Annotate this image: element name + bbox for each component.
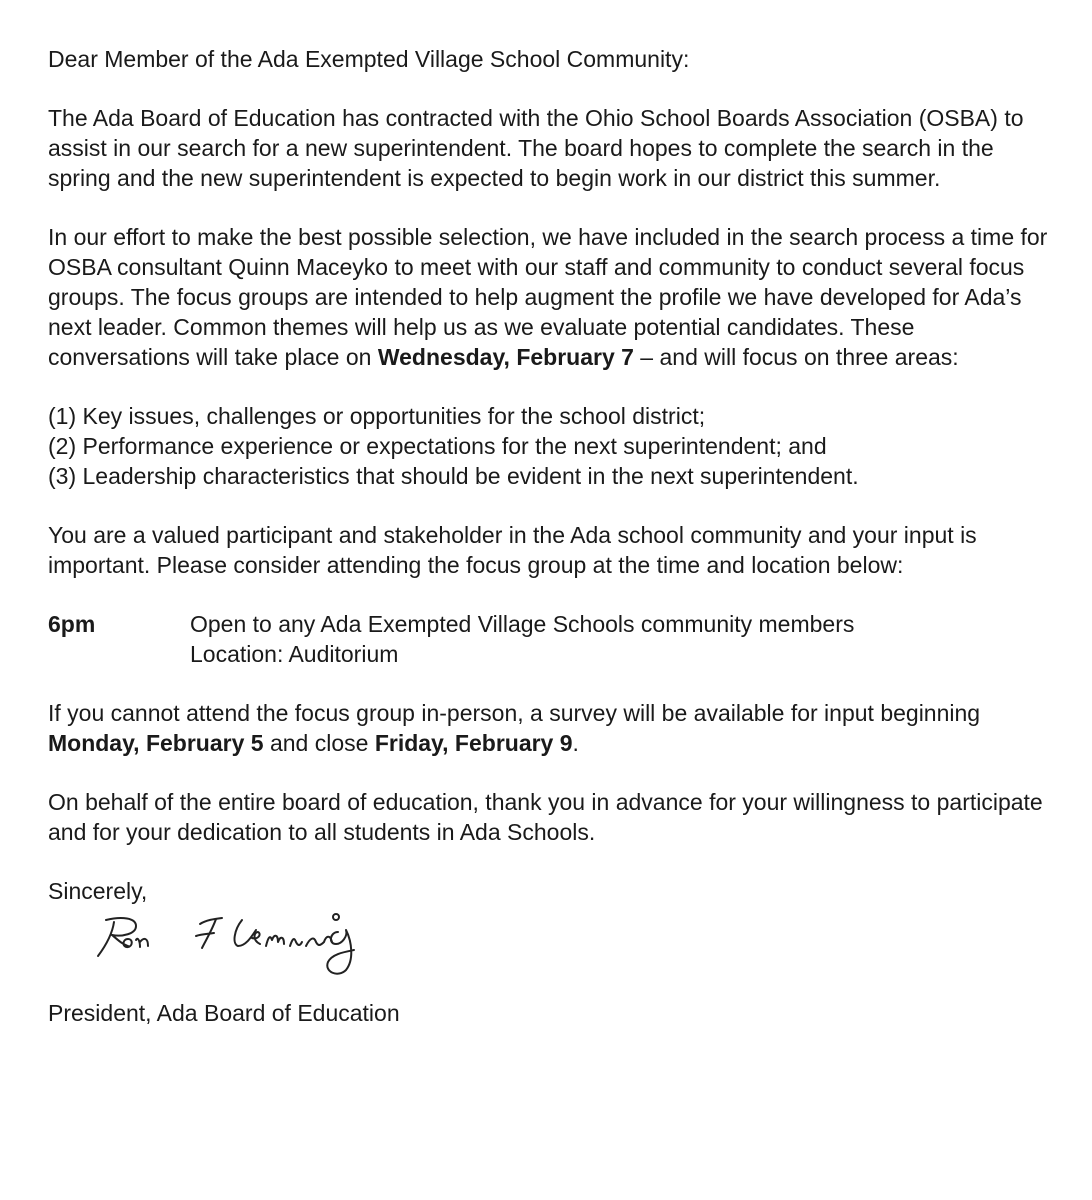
focus-area-item: (3) Leadership characteristics that should be evident in the next superintendent. — [48, 463, 859, 489]
survey-text-end: . — [572, 730, 579, 756]
signature — [92, 906, 412, 988]
schedule-location: Location: Auditorium — [190, 641, 399, 667]
focus-area-item: (1) Key issues, challenges or opportunities for the school district; — [48, 403, 706, 429]
salutation: Dear Member of the Ada Exempted Village School Community: — [48, 46, 690, 72]
schedule-details — [190, 609, 1048, 669]
schedule — [48, 609, 1048, 669]
survey-text-start: If you cannot attend the focus group in-person, a survey will be available for input beginning — [48, 700, 981, 726]
focus-area-item: (2) Performance experience or expectations for the next superintendent; and — [48, 433, 827, 459]
paragraph-survey — [48, 698, 1048, 758]
letter — [48, 44, 1048, 1028]
schedule-description: Open to any Ada Exempted Village Schools community members — [190, 611, 855, 637]
survey-close-date: Friday, February 9 — [374, 730, 573, 756]
paragraph-contract: The Ada Board of Education has contracted with the Ohio School Boards Association (OSBA) to assist in our search for a new superintendent. The board hopes to complete the search in the spring and the new superintendent is expected to begin work in our district this summer. — [48, 105, 1024, 191]
focus-groups-tail: – and will focus on three areas: — [633, 344, 959, 370]
paragraph-invitation: You are a valued participant and stakeholder in the Ada school community and your input is important. Please consider attending the focus group at the time and location below: — [48, 522, 977, 578]
focus-group-date: Wednesday, February 7 — [377, 344, 634, 370]
paragraph-thanks: On behalf of the entire board of education, thank you in advance for your willingness to participate and for your dedication to all students in Ada Schools. — [48, 789, 1043, 845]
signer-title: President, Ada Board of Education — [48, 1000, 400, 1026]
survey-text-mid: and close — [263, 730, 375, 756]
handwritten-signature-icon — [92, 906, 412, 988]
paragraph-focus-groups — [48, 222, 1048, 372]
focus-groups-text: In our effort to make the best possible selection, we have included in the search process a time for OSBA consultant Quinn Maceyko to meet with our staff and community to conduct several focus groups. The focus groups are intended to help augment the profile we have developed for Ada’s next leader. Common themes will help us as we evaluate potential candidates. These conversations will take place on — [48, 224, 1048, 370]
schedule-time: 6pm — [48, 611, 96, 637]
closing: Sincerely, — [48, 878, 148, 904]
survey-open-date: Monday, February 5 — [48, 730, 264, 756]
focus-areas-list — [48, 401, 1048, 491]
